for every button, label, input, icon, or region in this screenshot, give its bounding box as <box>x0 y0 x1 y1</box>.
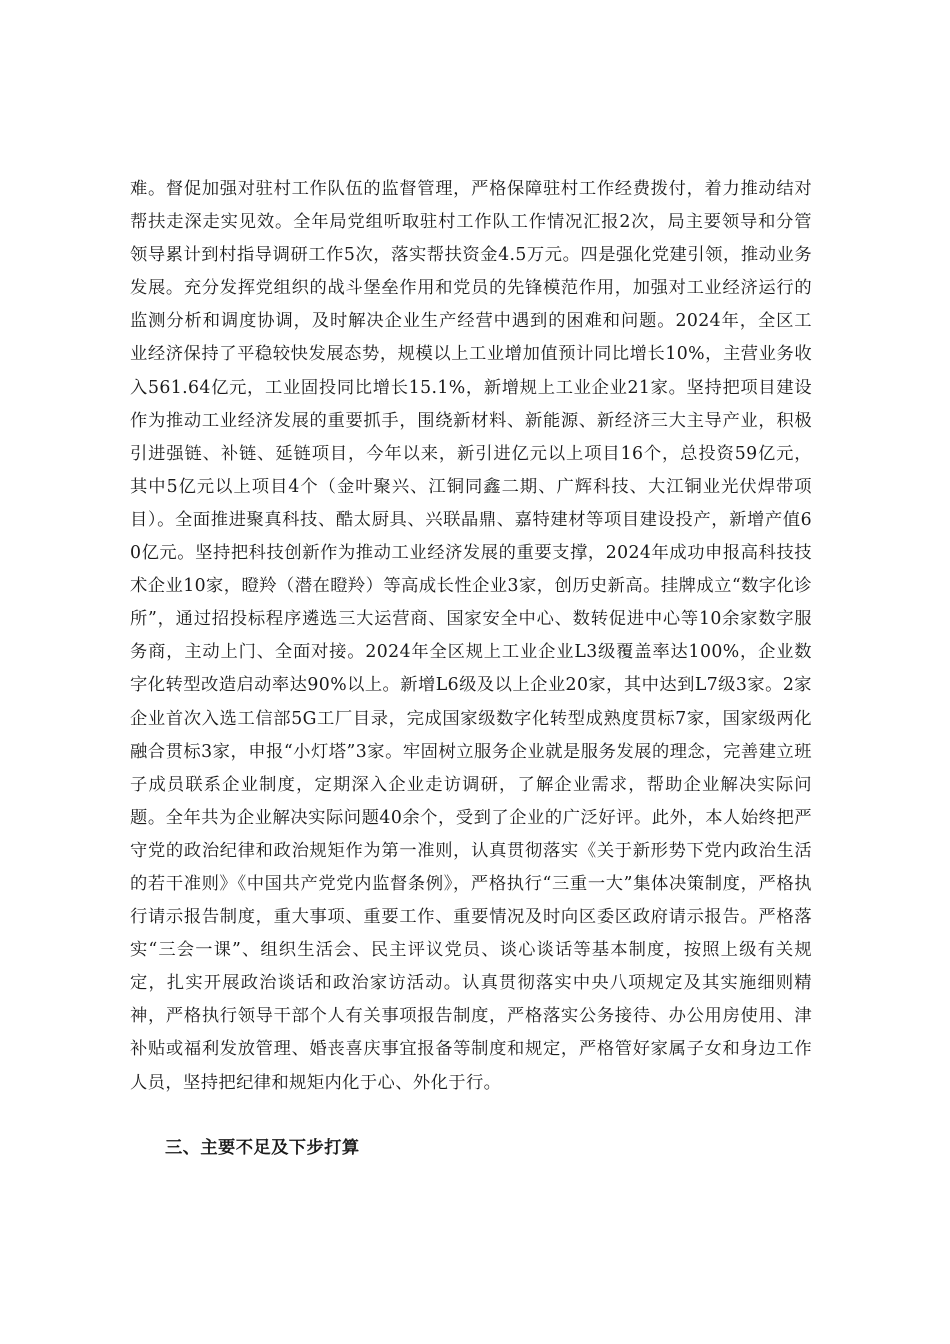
section-heading: 三、主要不足及下步打算 <box>165 1138 360 1158</box>
body-paragraph: 难。督促加强对驻村工作队伍的监督管理，严格保障驻村工作经费拨付，着力推动结对帮扶走深走实见效。全年局党组听取驻村工作队工作情况汇报2次，局主要领导和分管领导累计到村指导调研工作5次，落实帮扶资金4.5万元。四是强化党建引领，推动业务发展。充分发挥党组织的战斗堡垒作用和党员的先锋模范作用，加强对工业经济运行的监测分析和调度协调，及时解决企业生产经营中遇到的困难和问题。2024年，全区工业经济保持了平稳较快发展态势，规模以上工业增加值预计同比增长10%，主营业务收入561.64亿元，工业固投同比增长15.1%，新增规上工业企业21家。坚持把项目建设作为推动工业经济发展的重要抓手，围绕新材料、新能源、新经济三大主导产业，积极引进强链、补链、延链项目，今年以来，新引进亿元以上项目16个，总投资59亿元，其中5亿元以上项目4个（金叶聚兴、江铜同鑫二期、广辉科技、大江铜业光伏焊带项目）。全面推进聚真科技、酷太厨具、兴联晶鼎、嘉特建材等项目建设投产，新增产值60亿元。坚持把科技创新作为推动工业经济发展的重要支撑，2024年成功申报高科技技术企业10家，瞪羚（潜在瞪羚）等高成长性企业3家，创历史新高。挂牌成立“数字化诊所”，通过招投标程序遴选三大运营商、国家安全中心、数转促进中心等10余家数字服务商，主动上门、全面对接。2024年全区规上工业企业L3级覆盖率达100%，企业数字化转型改造启动率达90%以上。新增L6级及以上企业20家，其中达到L7级3家。2家企业首次入选工信部5G工厂目录，完成国家级数字化转型成熟度贯标7家，国家级两化融合贯标3家，申报“小灯塔”3家。牢固树立服务企业就是服务发展的理念，完善建立班子成员联系企业制度，定期深入企业走访调研，了解企业需求，帮助企业解决实际问题。全年共为企业解决实际问题40余个，受到了企业的广泛好评。此外，本人始终把严守党的政治纪律和政治规矩作为第一准则，认真贯彻落实《关于新形势下党内政治生活的若干准则》《中国共产党党内监督条例》，严格执行“三重一大”集体决策制度，严格执行请示报告制度，重大事项、重要工作、重要情况及时向区委区政府请示报告。严格落实“三会一课”、组织生活会、民主评议党员、谈心谈话等基本制度，按照上级有关规定，扎实开展政治谈话和政治家访活动。认真贯彻落实中央八项规定及其实施细则精神，严格执行领导干部个人有关事项报告制度，严格落实公务接待、办公用房使用、津补贴或福利发放管理、婚丧喜庆事宜报备等制度和规定，严格管好家属子女和身边工作人员，坚持把纪律和规矩内化于心、外化于行。 <box>130 179 812 1093</box>
